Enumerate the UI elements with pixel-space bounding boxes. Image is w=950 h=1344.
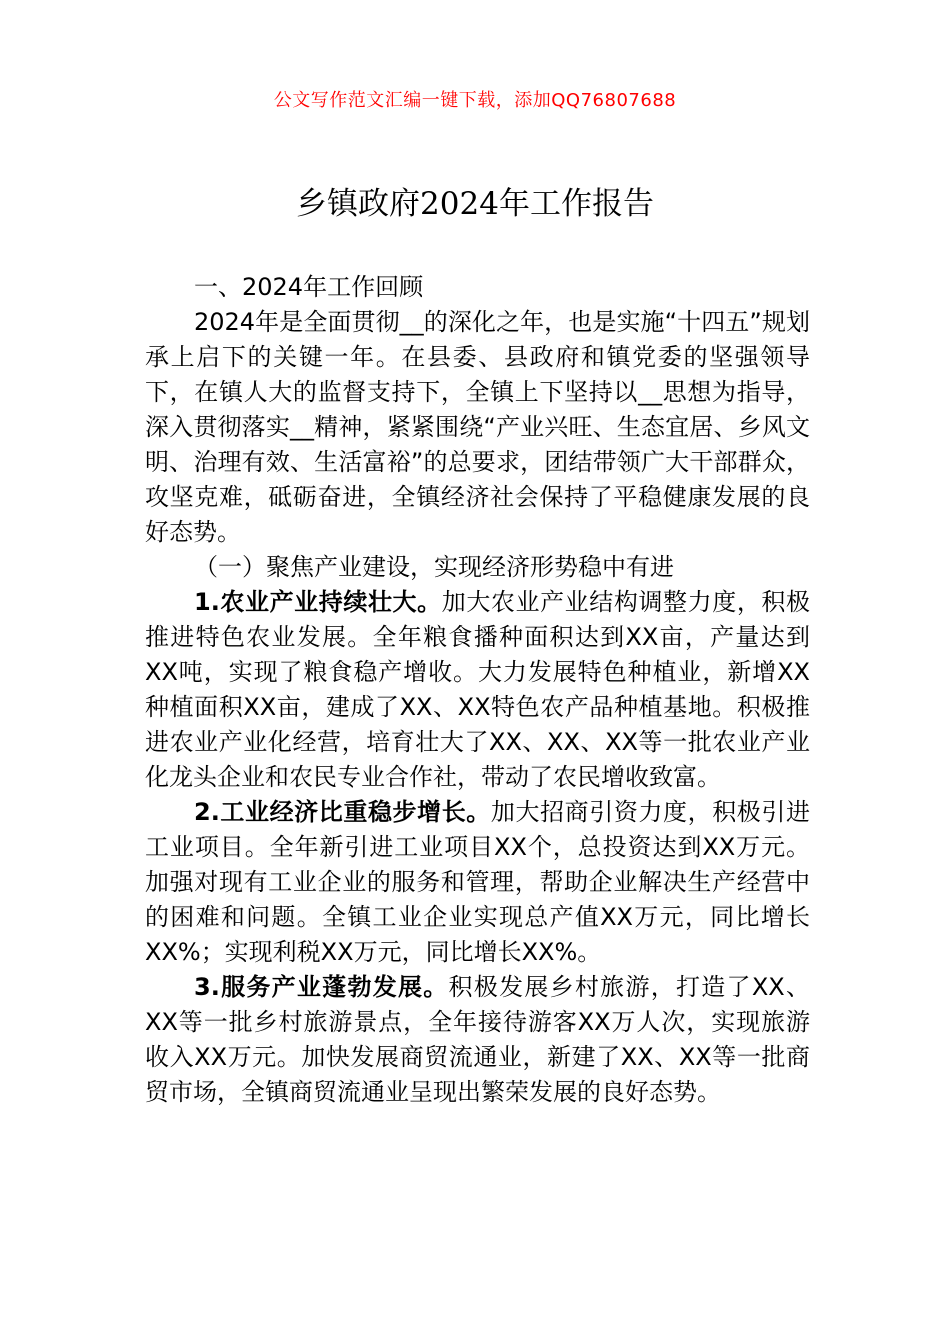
item-paragraph-industry <box>145 795 810 970</box>
item-body: 加大农业产业结构调整力度，积极推进特色农业发展。全年粮食播种面积达到XX亩，产量达到XX吨，实现了粮食稳产增收。大力发展特色种植业，新增XX种植面积XX亩，建成了XX、XX特色农产品种植基地。积极推进农业产业化经营，培育壮大了XX、XX、XX等一批农业产业化龙头企业和农民专业合作社，带动了农民增收致富。 <box>145 588 811 791</box>
section-heading: 一、2024年工作回顾 <box>194 273 424 301</box>
item-lead: 3.服务产业蓬勃发展。 <box>194 973 449 1001</box>
subsection-heading: （一）聚焦产业建设，实现经济形势稳中有进 <box>194 553 674 581</box>
item-body: 积极发展乡村旅游，打造了XX、XX等一批乡村旅游景点，全年接待游客XX万人次，实现旅游收入XX万元。加快发展商贸流通业，新建了XX、XX等一批商贸市场，全镇商贸流通业呈现出繁荣发展的良好态势。 <box>145 973 810 1106</box>
document-title: 乡镇政府2024年工作报告 <box>296 186 654 222</box>
item-paragraph-agriculture <box>145 585 810 795</box>
item-lead: 1.农业产业持续壮大。 <box>194 588 442 616</box>
item-body: 加大招商引资力度，积极引进工业项目。全年新引进工业项目XX个，总投资达到XX万元。加强对现有工业企业的服务和管理，帮助企业解决生产经营中的困难和问题。全镇工业企业实现总产值XX万元，同比增长XX%；实现利税XX万元，同比增长XX%。 <box>145 798 810 966</box>
document-body <box>145 270 810 1110</box>
header-ad-banner: 公文写作范文汇编一键下载，添加QQ76807688 <box>273 90 677 111</box>
item-lead: 2.工业经济比重稳步增长。 <box>194 798 491 826</box>
intro-paragraph: 2024年是全面贯彻__的深化之年，也是实施“十四五”规划承上启下的关键一年。在县委、县政府和镇党委的坚强领导下，在镇人大的监督支持下，全镇上下坚持以__思想为指导，深入贯彻落实__精神，紧紧围绕“产业兴旺、生态宜居、乡风文明、治理有效、生活富裕”的总要求，团结带领广大干部群众，攻坚克难，砥砺奋进，全镇经济社会保持了平稳健康发展的良好态势。 <box>145 308 810 546</box>
item-paragraph-services <box>145 970 810 1110</box>
